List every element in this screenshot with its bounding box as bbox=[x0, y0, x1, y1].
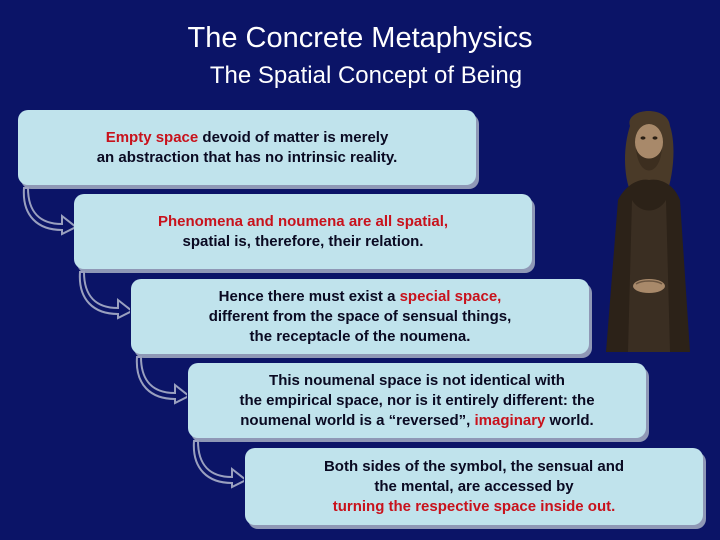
statement-1-line-2: an abstraction that has no intrinsic reality. bbox=[96, 148, 398, 166]
statement-box-2 bbox=[74, 194, 532, 269]
statement-3-line-1-pre: Hence there must exist a bbox=[218, 287, 400, 305]
statement-4-line-2: the empirical space, nor is it entirely different: the bbox=[239, 391, 595, 409]
statement-box-1 bbox=[18, 110, 476, 185]
statement-4-line-3-post: world. bbox=[545, 411, 594, 429]
statement-3-line-2: different from the space of sensual things, bbox=[208, 307, 512, 325]
statement-2-line-1: Phenomena and noumena are all spatial, bbox=[157, 212, 449, 230]
page-title: The Concrete Metaphysics bbox=[187, 22, 533, 54]
statement-1-line-1-rest: devoid of matter is merely bbox=[198, 128, 389, 146]
statement-4-line-1: This noumenal space is not identical with bbox=[269, 371, 565, 389]
curved-arrow-icon bbox=[22, 186, 74, 236]
bearded-man-portrait bbox=[600, 104, 694, 354]
statement-box-4 bbox=[188, 363, 646, 438]
statement-5-line-2: the mental, are accessed by bbox=[374, 477, 574, 495]
highlight-empty-space: Empty space bbox=[105, 128, 199, 146]
statement-4-line-3-pre: noumenal world is a “reversed”, bbox=[240, 411, 475, 429]
statement-3-line-3: the receptacle of the noumena. bbox=[249, 327, 471, 345]
curved-arrow-icon bbox=[192, 439, 244, 489]
statement-5-line-1: Both sides of the symbol, the sensual and bbox=[323, 457, 625, 475]
curved-arrow-icon bbox=[135, 355, 187, 405]
highlight-special-space: special space, bbox=[399, 287, 502, 305]
statement-1-line-1 bbox=[106, 128, 389, 148]
page-subtitle: The Spatial Concept of Being bbox=[209, 62, 523, 89]
highlight-imaginary: imaginary bbox=[474, 411, 546, 429]
curved-arrow-icon bbox=[78, 270, 130, 320]
statement-2-line-2: spatial is, therefore, their relation. bbox=[182, 232, 424, 250]
statement-3-line-1 bbox=[219, 287, 502, 307]
statement-box-3 bbox=[131, 279, 589, 354]
statement-box-5 bbox=[245, 448, 703, 525]
highlight-inside-out: turning the respective space inside out. bbox=[332, 497, 616, 515]
statement-4-line-3 bbox=[240, 411, 593, 431]
